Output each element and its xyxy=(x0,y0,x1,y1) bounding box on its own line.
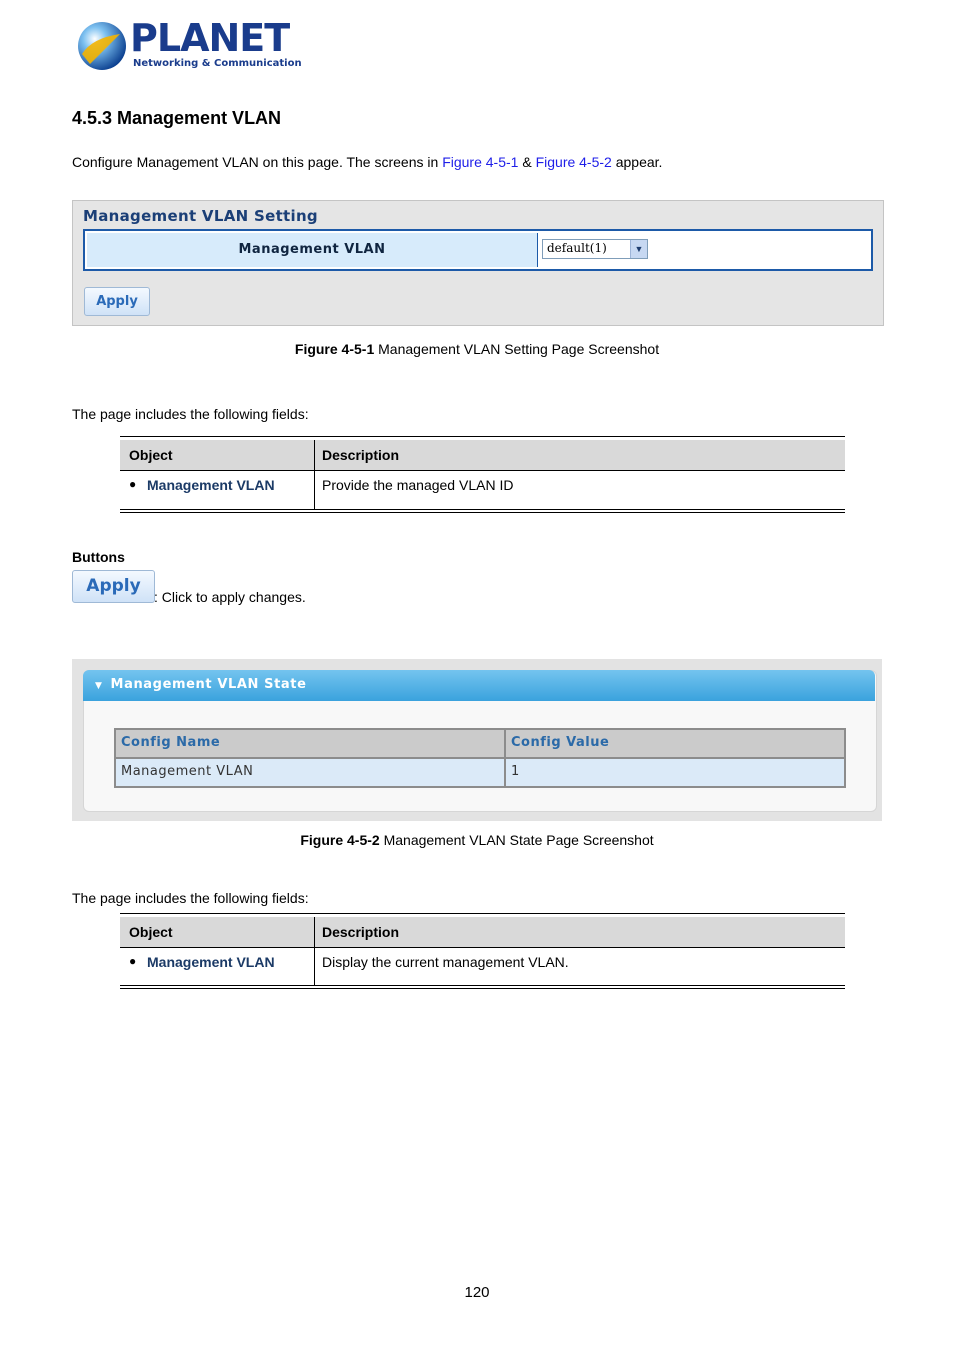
table-bottom-rule xyxy=(120,509,845,513)
logo-wordmark: PLANET xyxy=(130,16,290,60)
object-cell: Management VLAN xyxy=(147,477,275,493)
header-object: Object xyxy=(129,447,173,463)
caption-text: Management VLAN State Page Screenshot xyxy=(379,832,654,848)
fields-intro: The page includes the following fields: xyxy=(72,406,309,422)
header-object: Object xyxy=(129,924,173,940)
page-number: 120 xyxy=(464,1284,490,1301)
intro-and: & xyxy=(518,154,536,170)
apply-description: : Click to apply changes. xyxy=(154,589,306,605)
figure-4-5-2-link[interactable]: Figure 4-5-2 xyxy=(535,154,612,170)
table-column-divider xyxy=(314,917,315,986)
state-table-divider xyxy=(504,730,506,786)
state-panel-title xyxy=(95,677,307,692)
management-vlan-label: Management VLAN xyxy=(87,233,538,267)
fields-intro: The page includes the following fields: xyxy=(72,890,309,906)
intro-prefix: Configure Management VLAN on this page. The screens in xyxy=(72,154,443,170)
planet-logo xyxy=(76,16,302,74)
state-panel-title-text: Management VLAN State xyxy=(110,677,307,692)
state-table-header xyxy=(116,730,844,759)
bullet-icon: ● xyxy=(129,954,137,968)
management-vlan-select[interactable] xyxy=(542,239,648,259)
caption-text: Management VLAN Setting Page Screenshot xyxy=(374,341,660,357)
table-header xyxy=(120,917,845,948)
section-intro xyxy=(72,154,662,170)
triangle-down-icon: ▼ xyxy=(95,681,103,691)
apply-button-sample[interactable]: Apply xyxy=(72,570,155,603)
config-value-header: Config Value xyxy=(511,735,610,750)
fields-table xyxy=(120,913,845,991)
description-cell: Provide the managed VLAN ID xyxy=(322,477,514,493)
select-value: default(1) xyxy=(547,241,607,255)
config-name-header: Config Name xyxy=(121,735,221,750)
caption-label: Figure 4-5-2 xyxy=(300,832,380,848)
figure-4-5-2-caption xyxy=(0,832,954,848)
fields-table xyxy=(120,436,845,514)
globe-icon xyxy=(76,20,128,72)
description-cell: Display the current management VLAN. xyxy=(322,954,569,970)
table-column-divider xyxy=(314,440,315,510)
object-cell: Management VLAN xyxy=(147,954,275,970)
header-description: Description xyxy=(322,447,400,463)
config-name-cell: Management VLAN xyxy=(121,764,254,779)
buttons-heading: Buttons xyxy=(72,549,125,565)
logo-tagline: Networking & Communication xyxy=(133,58,302,69)
config-value-cell: 1 xyxy=(511,764,520,779)
state-table xyxy=(114,728,846,788)
caption-label: Figure 4-5-1 xyxy=(294,341,375,357)
table-header xyxy=(120,440,845,471)
figure-4-5-1-link[interactable]: Figure 4-5-1 xyxy=(442,154,519,170)
intro-suffix: appear. xyxy=(611,154,663,170)
apply-button[interactable]: Apply xyxy=(84,287,150,316)
setting-panel-title: Management VLAN Setting xyxy=(83,207,318,225)
figure-4-5-1-caption xyxy=(0,341,954,357)
bullet-icon: ● xyxy=(129,477,137,491)
chevron-down-icon[interactable]: ▼ xyxy=(630,240,647,258)
table-bottom-rule xyxy=(120,985,845,989)
setting-row xyxy=(83,229,873,271)
section-title: 4.5.3 Management VLAN xyxy=(72,108,282,128)
header-description: Description xyxy=(322,924,400,940)
